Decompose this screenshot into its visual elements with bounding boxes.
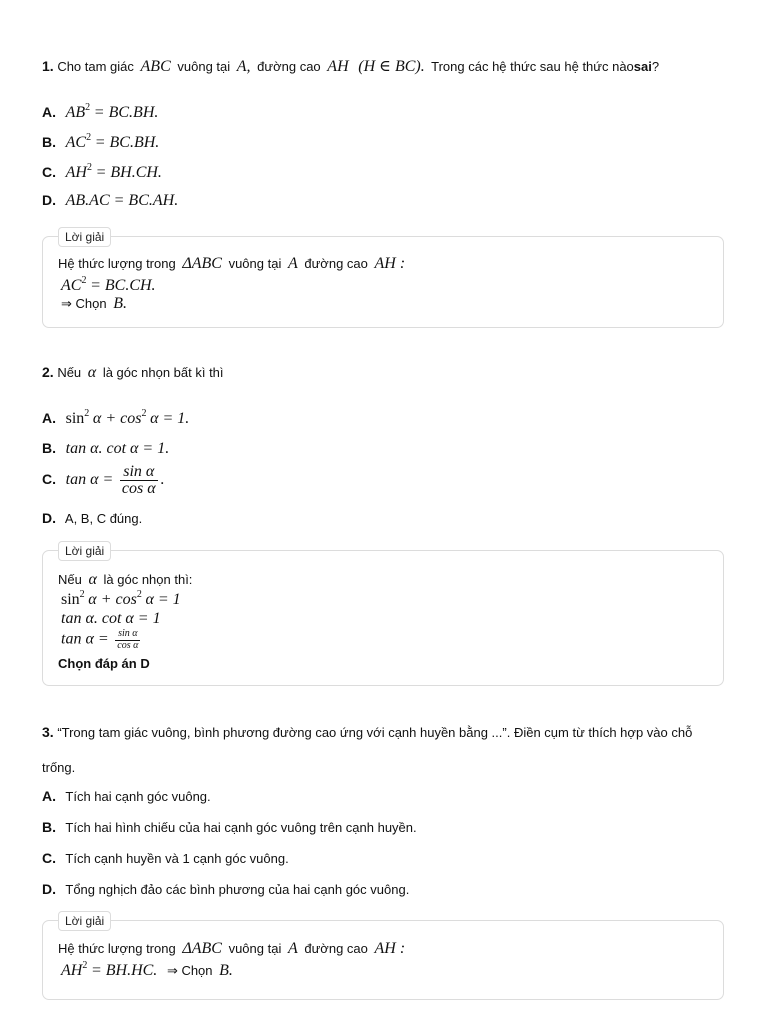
solution-answer: Chọn đáp án D: [58, 656, 150, 671]
option-label: B.: [42, 440, 56, 456]
math-alpha: α: [87, 364, 97, 381]
formula-part: α + cos: [88, 591, 137, 608]
question-number: 2.: [42, 364, 54, 380]
option-text: Tích cạnh huyền và 1 cạnh góc vuông.: [65, 851, 289, 866]
solution-answer: [61, 295, 130, 313]
solution-formula: [61, 960, 236, 980]
option-math: tan α =: [65, 470, 114, 488]
solution-formula: [61, 589, 181, 609]
exponent: 2: [141, 408, 147, 419]
solution-text: Hệ thức lượng trong: [58, 256, 176, 271]
option-math: AH: [65, 164, 87, 181]
question-2-stem: [42, 364, 224, 382]
stem-emphasis: sai: [633, 59, 652, 74]
math-vertex: A: [287, 255, 298, 272]
option-label: D.: [42, 192, 56, 208]
option-label: C.: [42, 470, 56, 487]
option-text: A, B, C đúng.: [64, 511, 143, 526]
option-math: = BC.BH.: [94, 134, 160, 151]
option-math: AC: [65, 134, 87, 151]
option-label: C.: [42, 850, 56, 866]
option-label: A.: [42, 788, 56, 804]
solution-formula: [61, 629, 143, 651]
solution-text: Hệ thức lượng trong: [58, 941, 176, 956]
question-number: 1.: [42, 58, 54, 74]
option-a[interactable]: [42, 788, 211, 804]
solution-box-3: [42, 914, 724, 1000]
solution-tag: Lời giải: [58, 541, 111, 561]
option-a[interactable]: [42, 408, 189, 428]
option-b[interactable]: [42, 440, 169, 458]
answer-math: B.: [113, 295, 127, 312]
question-3-stem-cont: trống.: [42, 760, 76, 775]
option-label: B.: [42, 134, 56, 150]
fraction-numerator: sin α: [120, 464, 158, 481]
stem-text: vuông tại: [177, 59, 231, 74]
option-label: A.: [42, 104, 56, 120]
math-condition: (H ∈ BC).: [358, 58, 425, 75]
fraction-denominator: cos α: [121, 480, 156, 497]
fraction: [115, 629, 140, 651]
solution-tag: Lời giải: [58, 911, 111, 931]
stem-text: Trong các hệ thức sau hệ thức nào: [431, 59, 634, 74]
exponent: 2: [81, 275, 87, 286]
formula-lhs: AH: [61, 962, 83, 979]
solution-text: là góc nhọn thì:: [103, 572, 193, 587]
option-math: tan α. cot α = 1.: [65, 440, 170, 457]
stem-text: “Trong tam giác vuông, bình phương đường cao ứng với cạnh huyền bằng ...”. Điền cụm từ thích hợp vào chỗ: [57, 725, 693, 740]
option-b[interactable]: [42, 132, 159, 152]
solution-text: đường cao: [304, 256, 368, 271]
math-triangle: ΔABC: [182, 255, 222, 272]
solution-tag: Lời giải: [58, 227, 111, 247]
option-d[interactable]: [42, 510, 142, 526]
stem-text: là góc nhọn bất kì thì: [102, 365, 224, 380]
stem-text: Nếu: [57, 365, 82, 380]
fraction: [120, 464, 158, 497]
option-label: A.: [42, 410, 56, 426]
option-math: = BH.CH.: [95, 164, 162, 181]
solution-box-2: [42, 544, 724, 686]
option-c[interactable]: [42, 162, 162, 182]
exponent: 2: [86, 132, 92, 143]
answer-text: ⇒ Chọn: [61, 296, 107, 311]
option-text: Tổng nghịch đảo các bình phương của hai cạnh góc vuông.: [65, 882, 410, 897]
math-vertex: A,: [236, 58, 251, 75]
formula-part: tan α =: [61, 630, 109, 648]
option-math: .: [160, 470, 165, 488]
solution-text: vuông tại: [228, 256, 282, 271]
stem-text: Cho tam giác: [57, 59, 134, 74]
option-d[interactable]: [42, 192, 178, 210]
math-vertex: A: [287, 940, 298, 957]
question-number: 3.: [42, 724, 54, 740]
math-altitude: AH: [327, 58, 349, 75]
question-3-stem: [42, 724, 692, 740]
math-triangle: ABC: [140, 58, 171, 75]
solution-formula: [61, 610, 161, 628]
option-c[interactable]: [42, 850, 289, 866]
fraction-numerator: sin α: [115, 629, 140, 641]
answer-math: B.: [219, 962, 233, 979]
stem-text: ?: [651, 59, 660, 74]
option-label: C.: [42, 164, 56, 180]
formula-part: α = 1: [145, 591, 181, 608]
fraction-denominator: cos α: [117, 640, 139, 651]
option-c[interactable]: [42, 464, 165, 497]
exponent: 2: [85, 102, 91, 113]
formula-part: sin: [61, 591, 80, 608]
solution-text: Nếu: [58, 572, 82, 587]
option-math: sin: [65, 410, 85, 427]
option-math: AB.AC = BC.AH.: [65, 192, 179, 209]
solution-line: [58, 940, 408, 958]
solution-formula: [61, 275, 156, 295]
formula-rhs: = BC.CH.: [90, 277, 156, 294]
math-alpha: α: [88, 571, 97, 588]
formula-rhs: = BH.HC.: [90, 962, 158, 979]
option-text: Tích hai cạnh góc vuông.: [65, 789, 211, 804]
exponent: 2: [79, 589, 85, 600]
option-a[interactable]: [42, 102, 158, 122]
option-math: AB: [65, 104, 86, 121]
exponent: 2: [136, 589, 142, 600]
answer-text: ⇒ Chọn: [166, 963, 213, 978]
exponent: 2: [82, 960, 88, 971]
option-math: α + cos: [92, 410, 142, 427]
math-altitude: AH :: [374, 940, 406, 957]
math-altitude: AH :: [374, 255, 406, 272]
option-label: D.: [42, 881, 56, 897]
formula-part: tan α. cot α = 1: [61, 610, 161, 627]
solution-box-1: [42, 230, 724, 328]
exponent: 2: [86, 162, 92, 173]
option-b[interactable]: [42, 819, 417, 835]
solution-text: đường cao: [304, 941, 368, 956]
math-triangle: ΔABC: [182, 940, 222, 957]
option-math: = BC.BH.: [93, 104, 159, 121]
option-label: B.: [42, 819, 56, 835]
solution-text: vuông tại: [228, 941, 282, 956]
option-math: α = 1.: [150, 410, 190, 427]
option-d[interactable]: [42, 881, 409, 897]
formula-lhs: AC: [61, 277, 82, 294]
option-label: D.: [42, 510, 56, 526]
exponent: 2: [84, 408, 90, 419]
option-text: Tích hai hình chiếu của hai cạnh góc vuông trên cạnh huyền.: [65, 820, 417, 835]
stem-text: đường cao: [257, 59, 321, 74]
solution-line: [58, 571, 192, 589]
question-1-stem: [42, 56, 659, 76]
solution-line: [58, 255, 408, 273]
